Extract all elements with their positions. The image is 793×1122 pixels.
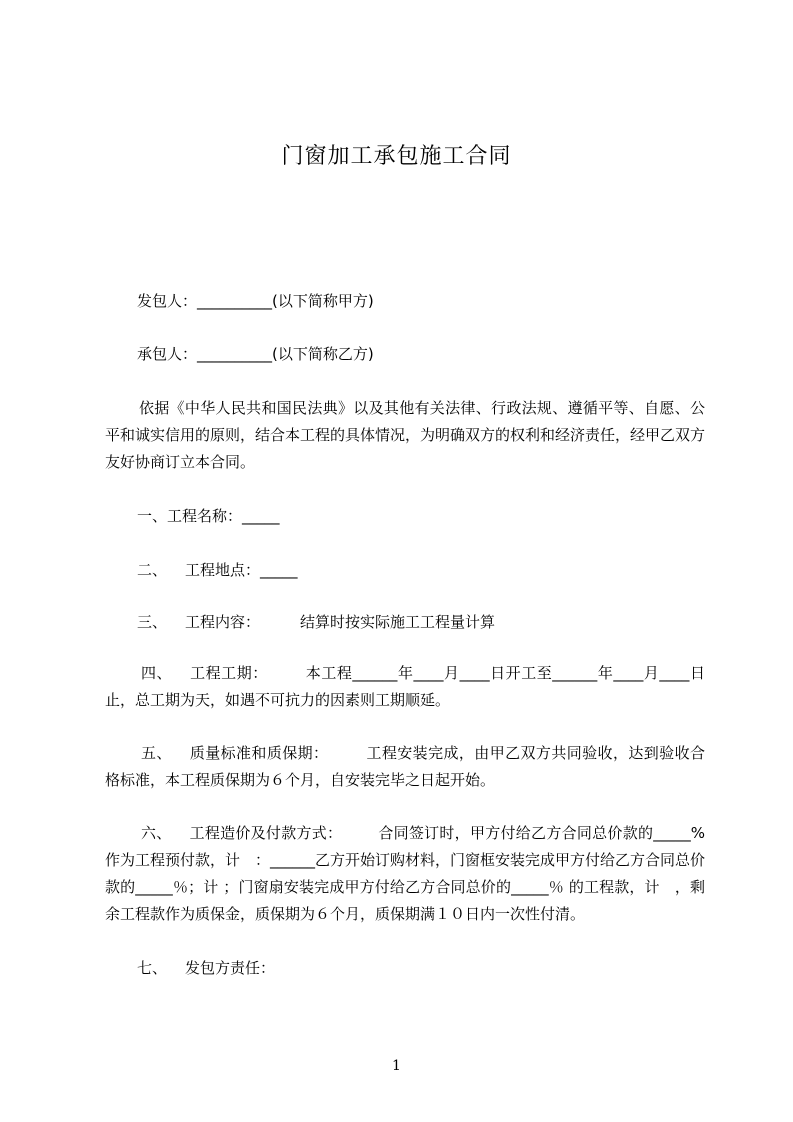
section-4-label: 工程工期：	[190, 664, 268, 682]
section-5-paragraph	[105, 740, 705, 794]
page-number: 1	[392, 1058, 401, 1074]
section-1-heading	[137, 506, 280, 526]
section-6-label: 工程造价及付款方式：	[189, 824, 343, 842]
section-2-heading	[137, 560, 298, 580]
section-3-label: 工程内容：	[185, 613, 261, 631]
section-4-paragraph	[105, 660, 705, 714]
preamble-paragraph: 依据《中华人民共和国民法典》以及其他有关法律、行政法规、遵循平等、自愿、公平和诚实信用的原则，结合本工程的具体情况，为明确双方的权利和经济责任，经甲乙双方友好协商订立本合同。	[105, 399, 706, 471]
party-b-line: 承包人：__________(以下简称乙方)	[137, 345, 374, 363]
section-2-number: 二、	[137, 561, 168, 579]
section-4-text: 本工程______年____月____日开工至______年____月____日止，总工期为天，如遇不可抗力的因素则工期顺延。	[105, 664, 705, 709]
section-3-heading	[137, 612, 495, 632]
section-7-label: 发包方责任：	[185, 959, 276, 977]
section-6-text: 合同签订时，甲方付给乙方合同总价款的_____%作为工程预付款，计 ：______乙方开始订购材料，门窗框安装完成甲方付给乙方合同总价款的_____％；计 ；门窗扇安装完成甲方付给乙方合同总价的_____％ 的工程款，计 ，剩余工程款作为质保金，质保期为６个月，质保期满１０日内一次性付清。	[105, 824, 706, 923]
section-3-number: 三、	[137, 613, 168, 631]
section-6-number: 六、	[141, 824, 172, 842]
section-5-number: 五、	[141, 744, 172, 762]
section-3-text: 结算时按实际施工工程量计算	[300, 613, 496, 631]
section-7-heading	[137, 958, 275, 978]
section-1-label: 工程名称：_____	[167, 507, 280, 525]
section-4-number: 四、	[141, 664, 173, 682]
section-5-label: 质量标准和质保期：	[189, 744, 329, 762]
section-6-paragraph	[105, 820, 705, 928]
party-a-line: 发包人：__________(以下简称甲方)	[137, 292, 374, 310]
section-2-label: 工程地点：_____	[185, 561, 298, 579]
section-7-number: 七、	[137, 959, 168, 977]
section-1-number: 一、	[137, 507, 168, 525]
section-5-text: 工程安装完成，由甲乙双方共同验收，达到验收合格标准，本工程质保期为６个月，自安装完毕之日起开始。	[105, 744, 705, 789]
document-title: 门窗加工承包施工合同	[281, 144, 512, 169]
